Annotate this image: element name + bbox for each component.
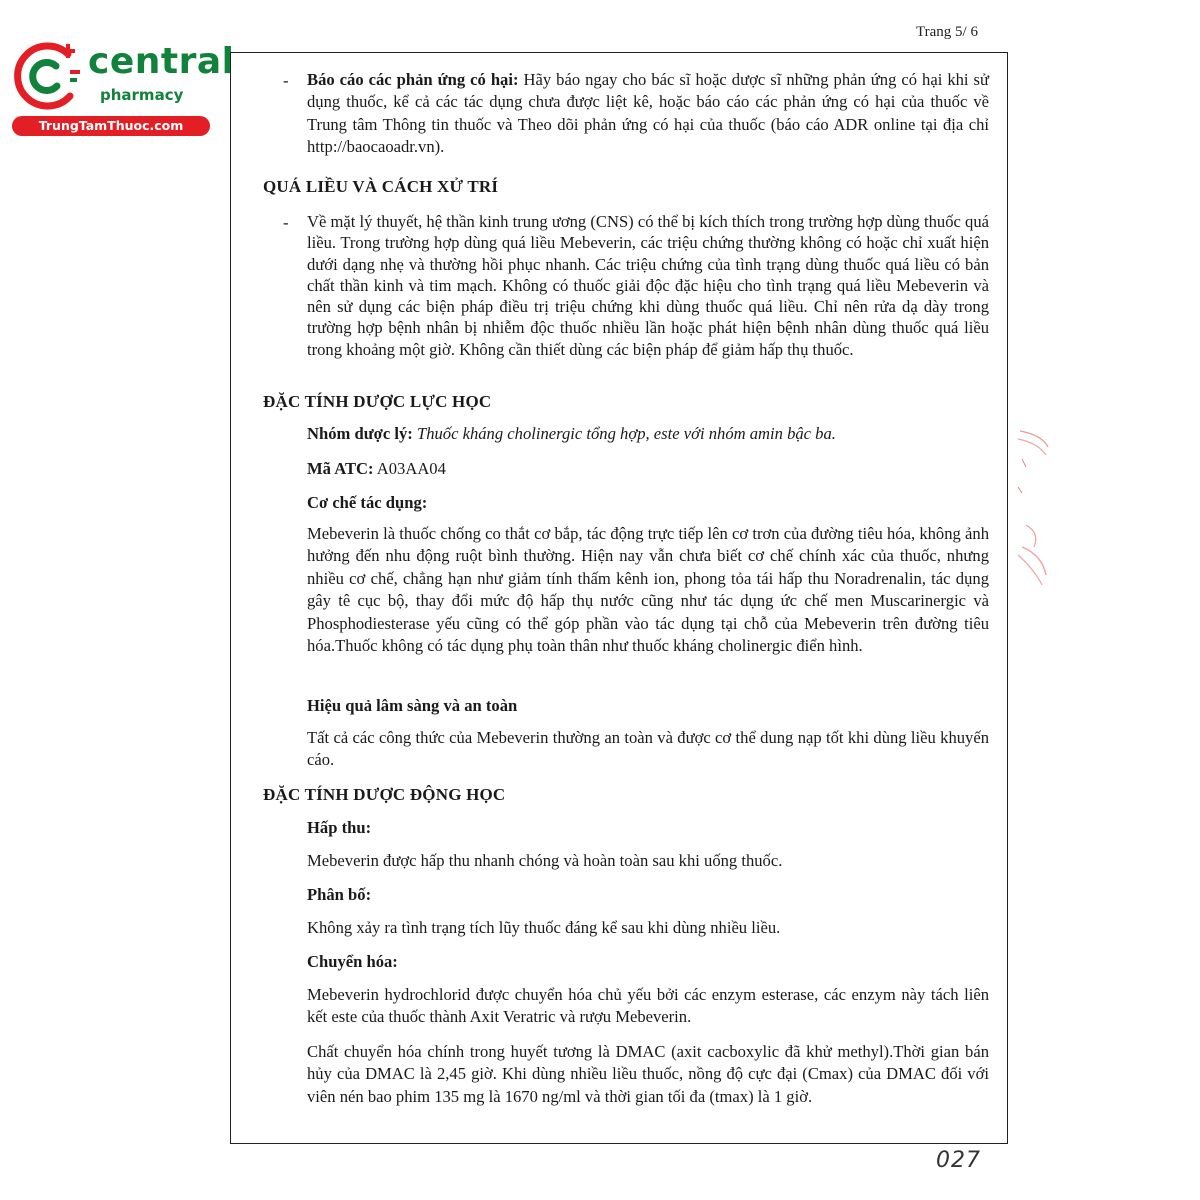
metabolism-heading: Chuyển hóa: <box>307 952 398 971</box>
adr-paragraph <box>307 69 989 159</box>
efficacy-heading: Hiệu quả lâm sàng và an toàn <box>307 696 518 715</box>
distribution-heading: Phân bố: <box>307 885 372 904</box>
logo-brand-text: central <box>88 41 235 82</box>
mechanism-heading: Cơ chế tác dụng: <box>307 493 428 512</box>
mechanism-paragraph: Mebeverin là thuốc chống co thắt cơ bắp, tác động trực tiếp lên cơ trơn của đường tiêu hóa, không ảnh hưởng đến nhu động ruột bình thường. Hiện nay vẫn chưa biết cơ chế chính xác của thuốc, nhưng nhiều cơ chế, chẳng hạn như giảm tính thấm kênh ion, phong tỏa tái hấp thu Noradrenalin, tác dụng gây tê cục bộ, thay đổi mức độ hấp thụ nước cũng như tác dụng ức chế men Muscarinergic và Phosphodiesterase yếu cũng có thể góp phần vào tác dụng tại chỗ của Mebeverin trên đường tiêu hóa.Thuốc không có tác dụng phụ toàn thân như thuốc kháng cholinergic điển hình. <box>307 524 989 656</box>
page-number: Trang 5/ 6 <box>916 24 978 40</box>
efficacy-paragraph: Tất cả các công thức của Mebeverin thường an toàn và được cơ thể dung nạp tốt khi dùng liều khuyến cáo. <box>307 728 989 770</box>
distribution-paragraph: Không xảy ra tình trạng tích lũy thuốc đáng kể sau khi dùng nhiều liều. <box>307 918 781 937</box>
document-frame <box>230 52 1008 1144</box>
stamp-mark-icon <box>1012 425 1052 590</box>
absorption-paragraph: Mebeverin được hấp thu nhanh chóng và hoàn toàn sau khi uống thuốc. <box>307 851 783 870</box>
bullet-dash: - <box>283 71 289 90</box>
atc-label: Mã ATC: <box>307 459 374 478</box>
logo-sub-text: pharmacy <box>100 86 184 104</box>
overdose-heading: QUÁ LIỀU VÀ CÁCH XỬ TRÍ <box>263 177 499 196</box>
pharmacy-logo-icon <box>10 38 86 114</box>
atc-code <box>307 458 989 480</box>
document-content <box>231 53 1007 1143</box>
pharmacological-group <box>307 423 989 445</box>
overdose-paragraph: Về mặt lý thuyết, hệ thần kinh trung ương (CNS) có thể bị kích thích trong trường hợp dùng thuốc quá liều. Trong trường hợp dùng quá liều Mebeverin, các triệu chứng thường không có hoặc chỉ xuất hiện dưới dạng nhẹ và thường hồi phục nhanh. Các triệu chứng của tình trạng dùng thuốc quá liều có bản chất thần kinh và tim mạch. Không có thuốc giải độc đặc hiệu cho tình trạng quá liều Mebeverin và nên sử dụng các biện pháp điều trị triệu chứng khi dùng thuốc quá liều. Chỉ nên rửa dạ dày trong trường hợp bệnh nhân bị nhiễm độc thuốc nhiều lần hoặc phát hiện bệnh nhân dùng thuốc quá liều trong khoảng một giờ. Không cần thiết dùng các biện pháp để giảm hấp thụ thuốc. <box>307 212 989 359</box>
adr-lead: Báo cáo các phản ứng có hại: <box>307 70 519 89</box>
metabolism-paragraph-2: Chất chuyển hóa chính trong huyết tương là DMAC (axit cacboxylic đã khử methyl).Thời gian bán hủy của DMAC là 2,45 giờ. Khi dùng nhiều liều thuốc, nồng độ cực đại (Cmax) của DMAC đối với viên nén bao phim 135 mg là 1670 ng/ml và thời gian tối đa (tmax) là 1 giờ. <box>307 1042 989 1106</box>
logo-banner: TrungTamThuoc.com <box>12 116 210 136</box>
pharmacokinetics-heading: ĐẶC TÍNH DƯỢC ĐỘNG HỌC <box>263 785 506 804</box>
handwritten-page-note: 027 <box>936 1148 981 1173</box>
group-label: Nhóm dược lý: <box>307 424 413 443</box>
bullet-dash: - <box>283 213 289 232</box>
central-pharmacy-logo[interactable] <box>10 38 235 138</box>
metabolism-paragraph-1: Mebeverin hydrochlorid được chuyển hóa chủ yếu bởi các enzym esterase, các enzym này tách liên kết este của thuốc thành Axit Veratric và rượu Mebeverin. <box>307 985 989 1027</box>
pharmacodynamics-heading: ĐẶC TÍNH DƯỢC LỰC HỌC <box>263 392 492 411</box>
atc-value: A03AA04 <box>373 459 446 478</box>
group-value: Thuốc kháng cholinergic tổng hợp, este với nhóm amin bậc ba. <box>412 424 836 443</box>
adr-text: Hãy báo ngay cho bác sĩ hoặc dược sĩ những phản ứng có hại khi sử dụng thuốc, kể cả các tác dụng chưa được liệt kê, hoặc báo cáo các phản ứng có hại của thuốc về Trung tâm Thông tin thuốc và Theo dõi phản ứng có hại của thuốc (báo cáo ADR online tại địa chỉ http://baocaoadr.vn). <box>307 70 989 157</box>
absorption-heading: Hấp thu: <box>307 818 372 837</box>
